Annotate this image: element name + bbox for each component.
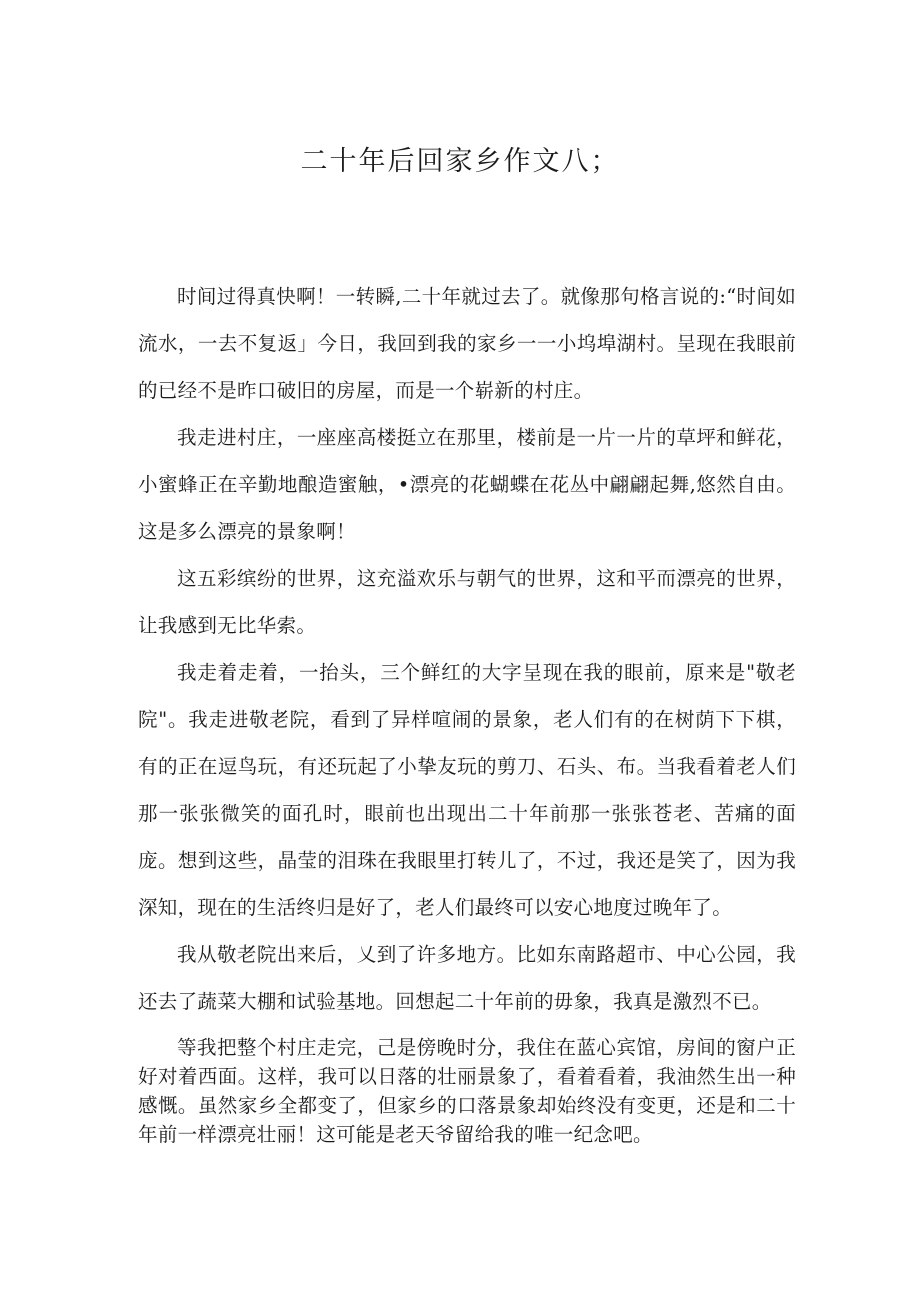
paragraph-3: 这五彩缤纷的世界，这充溢欢乐与朝气的世界，这和平而漂亮的世界，让我感到无比华索。 (138, 567, 796, 637)
paragraph-2: 我走进村庄，一座座高楼挺立在那里，楼前是一片一片的草坪和鲜花，小蜜蜂正在辛勤地酿造蜜触，•漂亮的花蝴蝶在花丛中翩翩起舞,悠然自由。这是多么漂亮的景象啊！ (138, 426, 796, 543)
paragraph-6: 等我把整个村庄走完，己是傍晚时分，我住在蓝心宾馆，房间的窗户正好对着西面。这样，我可以日落的壮丽景象了，看着看着，我油然生出一种感慨。虽然家乡全都变了，但家乡的口落景象却始终没有变更，还是和二十年前一样漂亮壮丽！这可能是老天爷留给我的唯一纪念吧。 (138, 1036, 796, 1146)
paragraph-4: 我走着走着，一抬头，三个鲜红的大字呈现在我的眼前，原来是"敬老院"。我走进敬老院，看到了异样喧闹的景象，老人们有的在树荫下下棋，有的正在逗鸟玩，有还玩起了小挚友玩的剪刀、石头、布。当我看着老人们那一张张微笑的面孔时，眼前也出现出二十年前那一张张苍老、苦痛的面庞。想到这些，晶莹的泪珠在我眼里打转儿了，不过，我还是笑了，因为我深知，现在的生活终归是好了，老人们最终可以安心地度过晚年了。 (138, 661, 796, 919)
paragraph-1: 时间过得真快啊！一转瞬,二十年就过去了。就像那句格言说的:“时间如流水，一去不复返」今日，我回到我的家乡一一小坞埠湖村。呈现在我眼前的已经不是昨口破旧的房屋，而是一个崭新的村庄。 (138, 285, 796, 402)
document-body (138, 273, 796, 1149)
document-title: 二十年后回家乡作文八； (300, 146, 620, 177)
paragraph-5: 我从敬老院出来后，乂到了许多地方。比如东南路超市、中心公园，我还去了蔬菜大棚和试验基地。回想起二十年前的毋象，我真是激烈不已。 (138, 943, 796, 1013)
